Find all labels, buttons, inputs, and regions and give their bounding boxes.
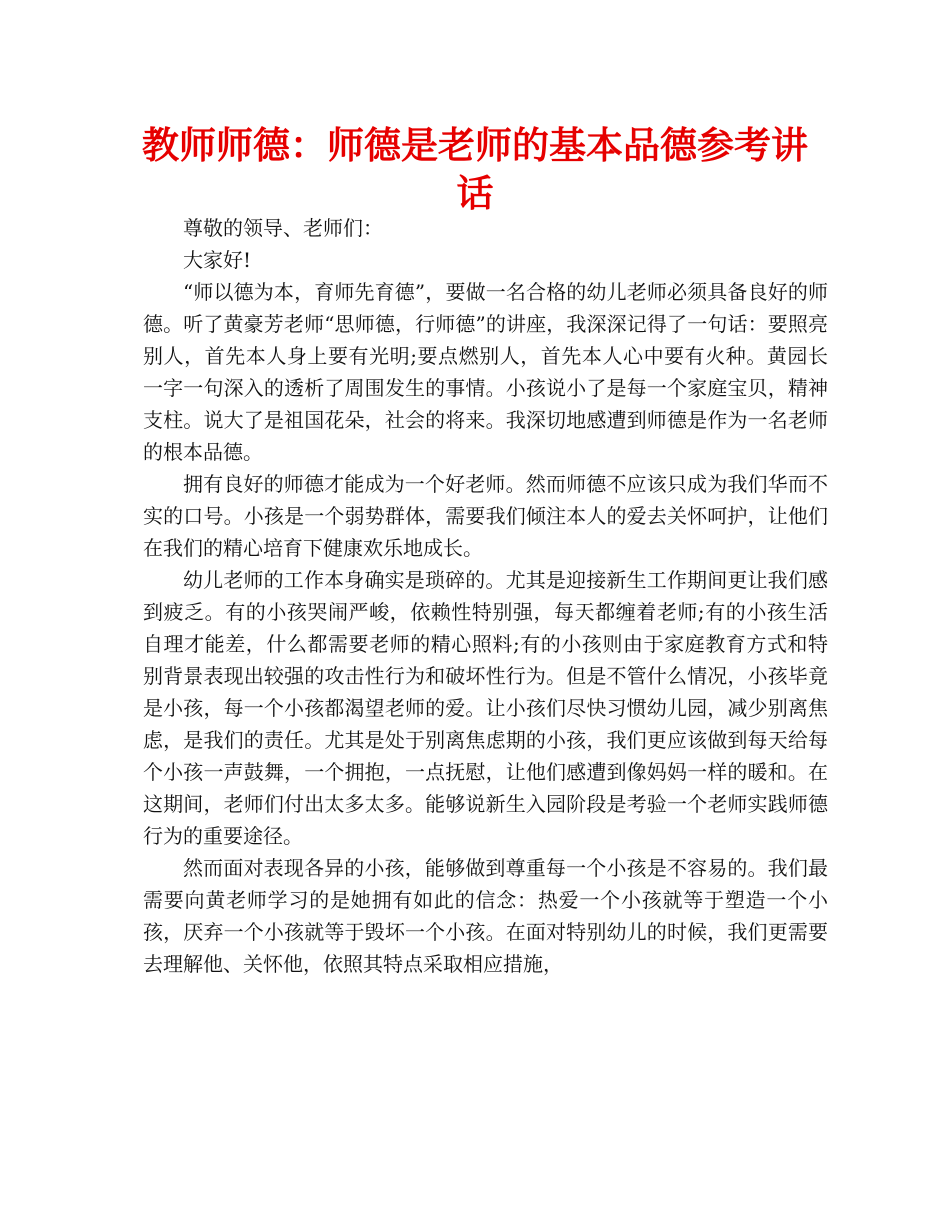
document-body xyxy=(143,212,828,980)
paragraph: 拥有良好的师德才能成为一个好老师。然而师德不应该只成为我们华而不实的口号。小孩是一个弱势群体，需要我们倾注本人的爱去关怀呵护，让他们在我们的精心培育下健康欢乐地成长。 xyxy=(143,472,828,560)
paragraph: “师以德为本，育师先育德”，要做一名合格的幼儿老师必须具备良好的师德。听了黄豪芳老师“思师德，行师德”的讲座，我深深记得了一句话：要照亮别人，首先本人身上要有光明;要点燃别人，首先本人心中要有火种。黄园长一字一句深入的透析了周围发生的事情。小孩说小了是每一个家庭宝贝，精神支柱。说大了是祖国花朵，社会的将来。我深切地感遭到师德是作为一名老师的根本品德。 xyxy=(143,280,828,464)
greeting: 大家好! xyxy=(183,248,252,272)
paragraph: 然而面对表现各异的小孩，能够做到尊重每一个小孩是不容易的。我们最需要向黄老师学习的是她拥有如此的信念：热爱一个小孩就等于塑造一个小孩，厌弃一个小孩就等于毁坏一个小孩。在面对特别幼儿的时候，我们更需要去理解他、关怀他，依照其特点采取相应措施， xyxy=(143,856,828,976)
document-title: 教师师德：师德是老师的基本品德参考讲话 xyxy=(142,124,808,215)
salutation: 尊敬的领导、老师们： xyxy=(183,216,383,240)
paragraph: 幼儿老师的工作本身确实是琐碎的。尤其是迎接新生工作期间更让我们感到疲乏。有的小孩哭闹严峻，依赖性特别强，每天都缠着老师;有的小孩生活自理才能差，什么都需要老师的精心照料;有的小孩则由于家庭教育方式和特别背景表现出较强的攻击性行为和破坏性行为。但是不管什么情况，小孩毕竟是小孩，每一个小孩都渴望老师的爱。让小孩们尽快习惯幼儿园，减少别离焦虑，是我们的责任。尤其是处于别离焦虑期的小孩，我们更应该做到每天给每个小孩一声鼓舞，一个拥抱，一点抚慰，让他们感遭到像妈妈一样的暖和。在这期间，老师们付出太多太多。能够说新生入园阶段是考验一个老师实践师德行为的重要途径。 xyxy=(143,568,828,848)
